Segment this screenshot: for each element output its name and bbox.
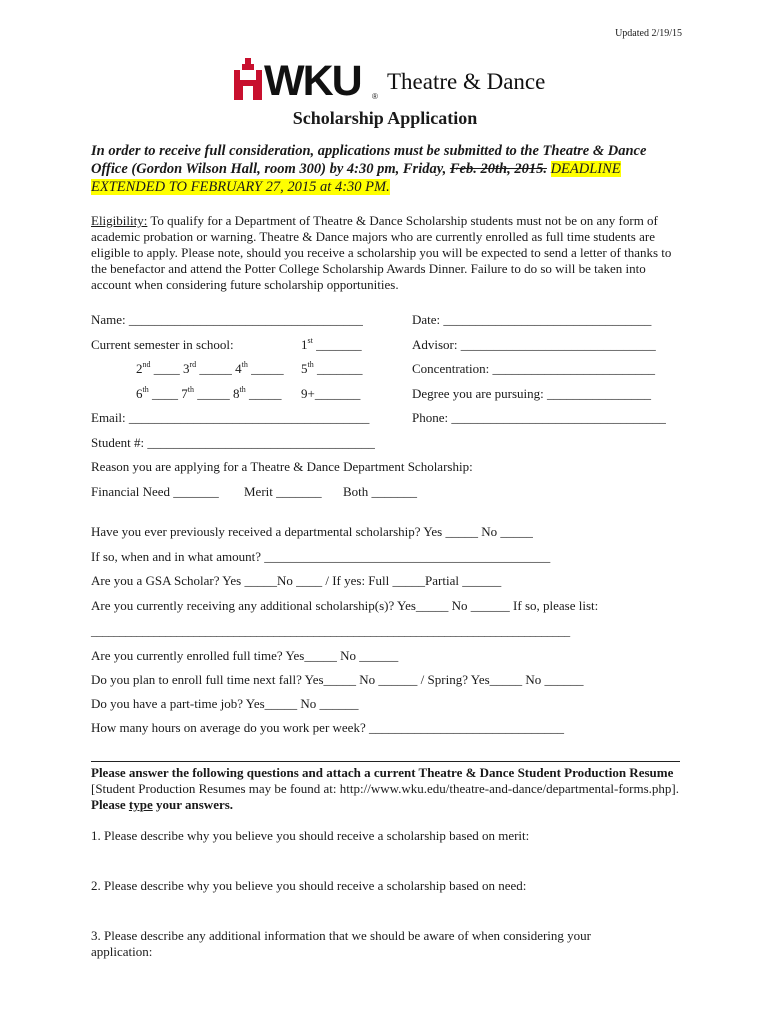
reason-label: Reason you are applying for a Theatre & Dance Department Scholarship: [91, 459, 473, 474]
eligibility-text: To qualify for a Department of Theatre & Dance Scholarship students must not be on any form of academic probation or warning. Theatre & Dance majors who are currently enrolled as full time students are eligible to apply. Please note, should you receive a scholarship you will be expected to send a letter of thanks to the benefactor and attend the Potter College Scholarship Awards Dinner. Failure to do so will be taken into account when considering future scholarship opportunities. [91, 213, 672, 292]
question-need: 2. Please describe why you believe you should receive a scholarship based on need: [91, 878, 527, 893]
hours-per-week-field[interactable]: How many hours on average do you work per week? ______________________________ [91, 720, 564, 735]
semester-6-8-fields[interactable]: 6th ____ 7th _____ 8th _____ [136, 384, 282, 401]
logo-department: Theatre & Dance [387, 69, 546, 94]
gsa-scholar-question[interactable]: Are you a GSA Scholar? Yes _____No ____ / If yes: Full _____Partial ______ [91, 573, 502, 588]
merit-field[interactable]: Merit _______ [244, 484, 322, 499]
questions-instructions: Please answer the following questions and attach a current Theatre & Dance Student Production Resume [Student Production Resumes may be found at: http://www.wku.edu/theatre-and-dance/departmental-forms.php]. Please type your answers. [91, 765, 679, 812]
part-time-job-question[interactable]: Do you have a part-time job? Yes_____ No ______ [91, 696, 359, 711]
date-field[interactable]: Date: ________________________________ [412, 312, 652, 327]
intro-text: In order to receive full consideration, applications must be submitted to the Theatre & Dance Office (Gordon Wilson Hall, room 300) by 4:30 pm, Friday, [91, 143, 647, 177]
semester-2-4-fields[interactable]: 2nd ____ 3rd _____ 4th _____ [136, 359, 284, 376]
phone-field[interactable]: Phone: _________________________________ [412, 410, 666, 425]
both-field[interactable]: Both _______ [343, 484, 418, 499]
degree-field[interactable]: Degree you are pursuing: ________________ [412, 386, 652, 401]
wku-cupola-icon [232, 58, 264, 102]
eligibility-label: Eligibility: [91, 213, 148, 228]
question-additional-info: 3. Please describe any additional information that we should be aware of when considering your application: [91, 928, 591, 959]
struck-deadline: Feb. 20th, 2015. [449, 161, 547, 177]
semester-9-plus-field[interactable]: 9+_______ [301, 386, 361, 401]
submission-instructions [91, 142, 681, 196]
semester-5-field[interactable]: 5th _______ [301, 359, 363, 376]
email-field[interactable]: Email: _____________________________________ [91, 410, 370, 425]
advisor-field[interactable]: Advisor: ______________________________ [412, 337, 656, 352]
eligibility-paragraph [91, 213, 681, 293]
student-id-field[interactable]: Student #: ___________________________________ [91, 435, 375, 450]
section-divider [91, 761, 680, 762]
financial-need-field[interactable]: Financial Need _______ [91, 484, 219, 499]
concentration-field[interactable]: Concentration: _________________________ [412, 361, 656, 376]
semester-1-field[interactable]: 1st _______ [301, 335, 362, 352]
extended-deadline: DEADLINE EXTENDED TO FEBRUARY 27, 2015 at 4:30 PM. [91, 161, 621, 195]
semester-label: Current semester in school: [91, 337, 234, 352]
updated-date: Updated 2/19/15 [615, 28, 682, 39]
question-merit: 1. Please describe why you believe you should receive a scholarship based on merit: [91, 828, 530, 843]
additional-scholarships-question[interactable]: Are you currently receiving any additional scholarship(s)? Yes_____ No ______ If so, please list: [91, 598, 599, 613]
when-amount-field[interactable]: If so, when and in what amount? ____________________________________________ [91, 549, 551, 564]
scholarship-list-line[interactable]: ____________________________________________________________________________________ [91, 624, 570, 638]
page-title: Scholarship Application [292, 108, 478, 128]
next-fall-question[interactable]: Do you plan to enroll full time next fall? Yes_____ No ______ / Spring? Yes_____ No ______ [91, 672, 584, 687]
full-time-question[interactable]: Are you currently enrolled full time? Yes_____ No ______ [91, 648, 399, 663]
previous-scholarship-question[interactable]: Have you ever previously received a departmental scholarship? Yes _____ No _____ [91, 524, 533, 539]
logo-wordmark: WKU [264, 57, 361, 105]
name-field[interactable]: Name: ____________________________________ [91, 312, 363, 327]
registered-mark: ® [372, 92, 378, 101]
